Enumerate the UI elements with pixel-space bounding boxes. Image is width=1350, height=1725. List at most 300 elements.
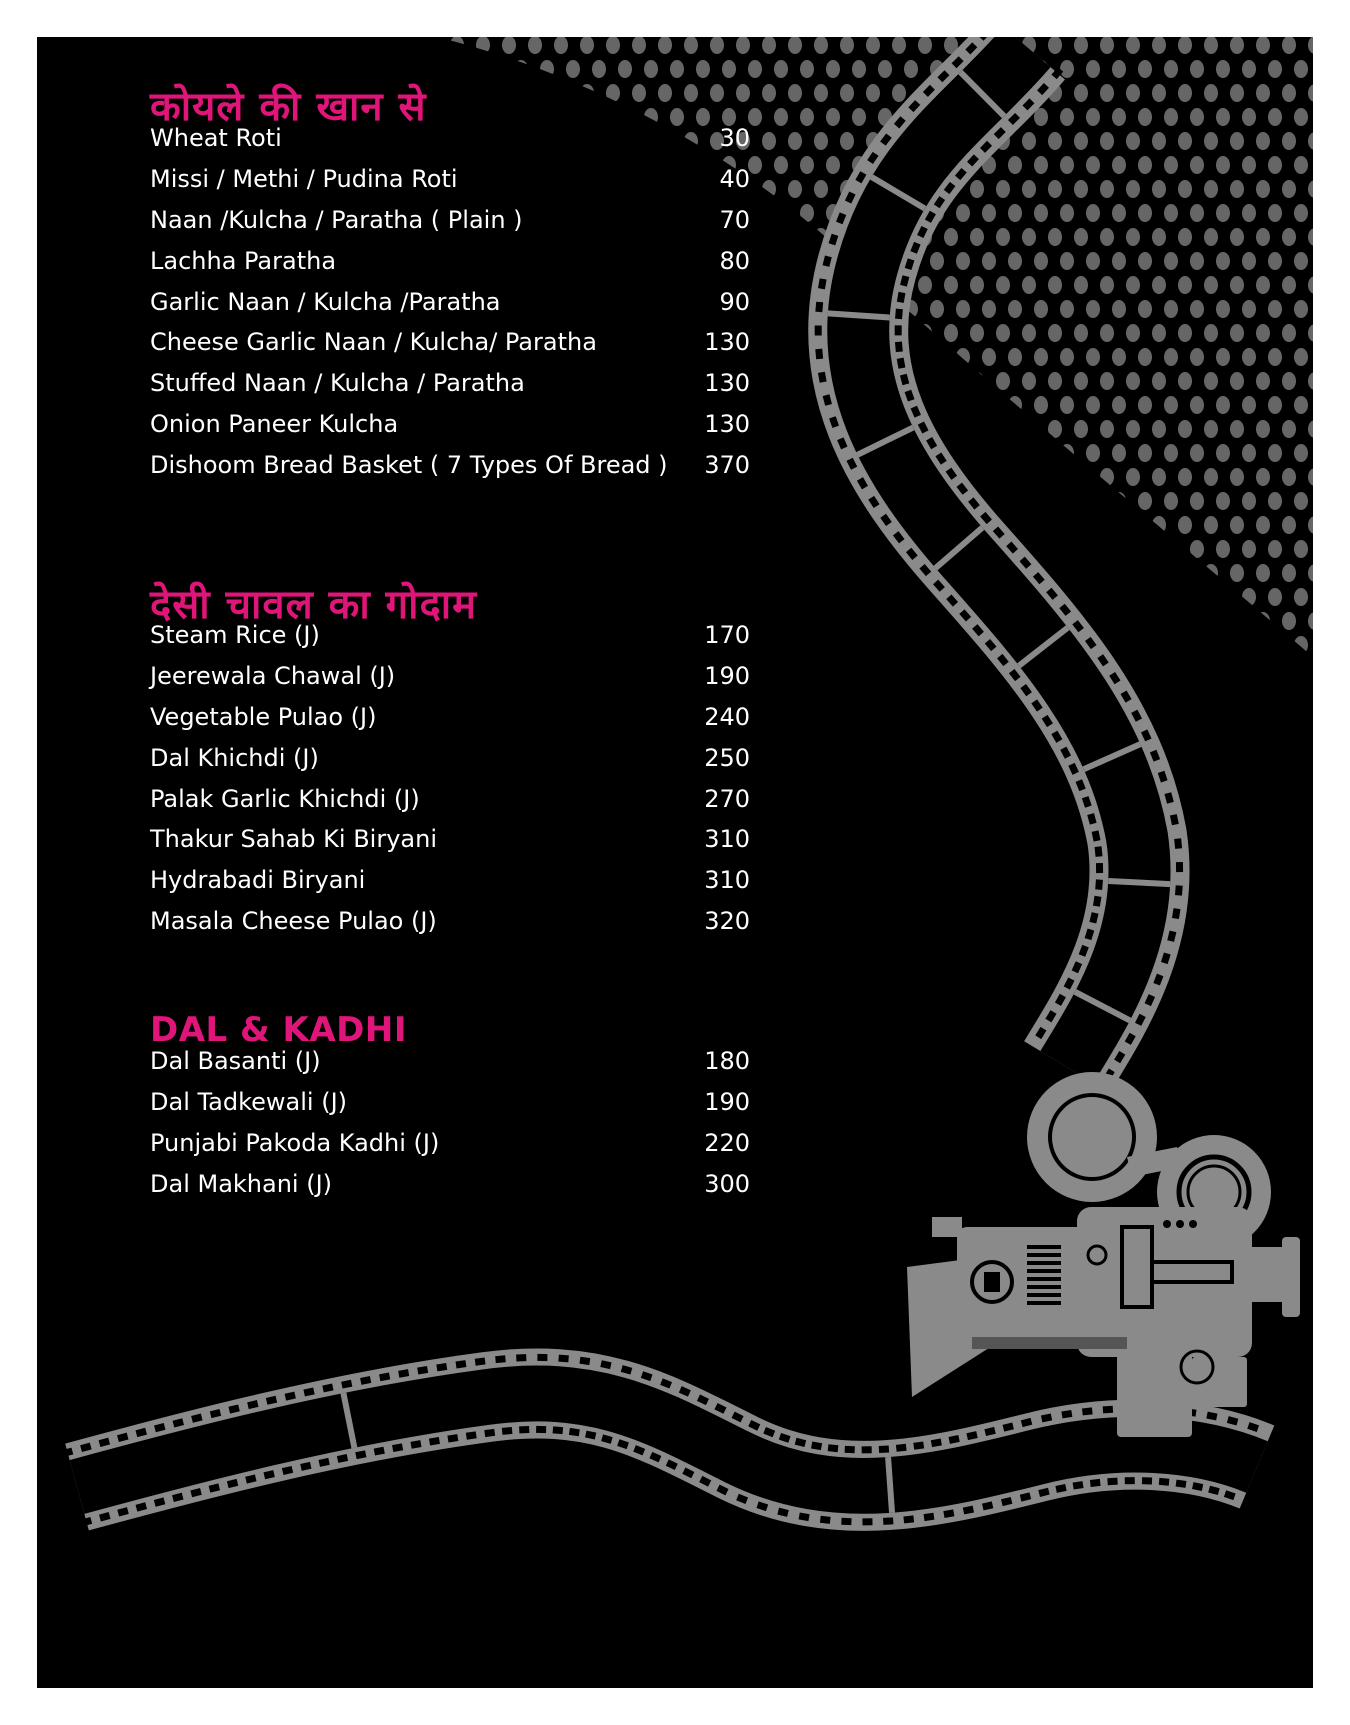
dot (970, 324, 984, 342)
dot (1138, 396, 1152, 414)
dot (1008, 300, 1022, 318)
dot (1034, 444, 1048, 462)
dot (1060, 396, 1074, 414)
dot (1022, 180, 1036, 198)
dot (1126, 228, 1140, 246)
dot (800, 204, 814, 222)
menu-item-name: Garlic Naan / Kulcha /Paratha (150, 287, 501, 316)
menu-item (150, 159, 750, 200)
dot (1204, 276, 1218, 294)
dot (424, 37, 438, 54)
dot (1308, 516, 1313, 534)
dot (488, 60, 502, 78)
dot (1048, 37, 1062, 54)
dot (1204, 37, 1218, 54)
dot (1152, 276, 1166, 294)
dot (1008, 156, 1022, 174)
sprocket-hole (579, 1357, 590, 1365)
dot (1294, 156, 1308, 174)
menu-item (150, 901, 750, 942)
dot (580, 564, 594, 582)
dot (502, 516, 516, 534)
menu-item-price: 30 (719, 124, 750, 153)
dot (1204, 612, 1218, 630)
dot (606, 37, 620, 54)
dot (762, 564, 776, 582)
dot (748, 204, 762, 222)
dot (670, 588, 684, 606)
dot (658, 564, 672, 582)
dot (774, 348, 788, 366)
dot (878, 540, 892, 558)
dot (1282, 37, 1296, 54)
dot (476, 564, 490, 582)
dot (1216, 156, 1230, 174)
sprocket-hole (1096, 863, 1103, 873)
menu-item-price: 170 (704, 621, 750, 650)
dot (1190, 300, 1204, 318)
dot (1216, 540, 1230, 558)
dot (762, 180, 776, 198)
dot (1074, 516, 1088, 534)
dot (1242, 396, 1256, 414)
sprocket-hole (1176, 862, 1183, 872)
dot (1204, 84, 1218, 102)
sprocket-hole (883, 1517, 893, 1525)
dot (1256, 84, 1270, 102)
dot (840, 516, 854, 534)
menu-item-price: 130 (704, 409, 750, 438)
dot (1086, 204, 1100, 222)
dot (762, 420, 776, 438)
dot (618, 492, 632, 510)
dot (774, 204, 788, 222)
dot (1138, 108, 1152, 126)
dot (1074, 324, 1088, 342)
dot (1268, 588, 1282, 606)
sprocket-hole (1103, 1406, 1113, 1414)
dot (1204, 468, 1218, 486)
dot (1190, 252, 1204, 270)
sprocket-hole (895, 325, 902, 335)
dot (1074, 37, 1088, 54)
dot (1022, 228, 1036, 246)
dot (956, 396, 970, 414)
dot (540, 588, 554, 606)
sprocket-hole (1142, 1477, 1152, 1484)
dot (514, 588, 528, 606)
dot (1178, 324, 1192, 342)
dot (1060, 156, 1074, 174)
dot (1126, 37, 1140, 54)
menu-item-name: Lachha Paratha (150, 246, 337, 275)
dot (1256, 468, 1270, 486)
dot (1256, 37, 1270, 54)
dot (1074, 228, 1088, 246)
dot (748, 444, 762, 462)
dot (762, 516, 776, 534)
dot (1164, 156, 1178, 174)
dot (1152, 516, 1166, 534)
dot (1126, 132, 1140, 150)
dot (1126, 84, 1140, 102)
dot (1034, 348, 1048, 366)
dot (1308, 84, 1313, 102)
dot (774, 444, 788, 462)
dot (436, 60, 450, 78)
dot (1178, 564, 1192, 582)
dot (710, 564, 724, 582)
dot (774, 636, 788, 654)
dot (1086, 252, 1100, 270)
dot (1242, 204, 1256, 222)
dot (1074, 564, 1088, 582)
dot (450, 37, 464, 54)
dot (554, 37, 568, 54)
dot (814, 660, 828, 678)
dot (1152, 180, 1166, 198)
dot (800, 156, 814, 174)
dot (1074, 420, 1088, 438)
menu-page (37, 37, 1313, 1688)
dot (892, 612, 906, 630)
dot (1164, 60, 1178, 78)
dot (658, 37, 672, 54)
sprocket-hole (569, 1428, 580, 1436)
dot (1256, 516, 1270, 534)
dot (1242, 348, 1256, 366)
dot (788, 37, 802, 54)
dot (996, 372, 1010, 390)
dot (1294, 444, 1308, 462)
menu-item-name: Hydrabadi Biryani (150, 866, 366, 895)
menu-item-price: 320 (704, 906, 750, 935)
menu-item-price: 80 (719, 246, 750, 275)
dot (852, 636, 866, 654)
dot (644, 492, 658, 510)
dot (476, 84, 490, 102)
section-title: कोयले की खान से (150, 83, 427, 130)
dot (1138, 60, 1152, 78)
menu-item (150, 778, 750, 819)
dot (1138, 540, 1152, 558)
dot (1216, 300, 1230, 318)
dot (814, 180, 828, 198)
dot (1164, 444, 1178, 462)
dot (1216, 396, 1230, 414)
dot (800, 252, 814, 270)
dot (1008, 348, 1022, 366)
sprocket-hole (1095, 846, 1103, 857)
dot (1294, 204, 1308, 222)
dot (1164, 492, 1178, 510)
menu-item-price: 130 (704, 369, 750, 398)
menu-item-price: 370 (704, 450, 750, 479)
dot (696, 492, 710, 510)
dot (866, 84, 880, 102)
dot (762, 37, 776, 54)
dot (710, 84, 724, 102)
menu-item-name: Dal Basanti (J) (150, 1047, 321, 1076)
sprocket-hole (815, 325, 822, 335)
dot (840, 660, 854, 678)
sprocket-hole (841, 1518, 851, 1525)
dot (1112, 636, 1126, 654)
dot (866, 660, 880, 678)
dot (1164, 252, 1178, 270)
dot (956, 252, 970, 270)
dot (514, 60, 528, 78)
dot (554, 84, 568, 102)
dot (852, 540, 866, 558)
dot (800, 108, 814, 126)
dot (1308, 132, 1313, 150)
dot (514, 540, 528, 558)
dot (788, 564, 802, 582)
dot (774, 60, 788, 78)
sprocket-hole (896, 1444, 907, 1452)
dot (1152, 228, 1166, 246)
sprocket-hole (862, 1518, 872, 1525)
dot (658, 84, 672, 102)
dot (1294, 588, 1308, 606)
dot (592, 588, 606, 606)
dot (1178, 612, 1192, 630)
menu-item (150, 444, 750, 485)
dot (1086, 444, 1100, 462)
dot (1164, 588, 1178, 606)
dot (592, 540, 606, 558)
dot (866, 37, 880, 54)
dot (632, 84, 646, 102)
dot (1282, 276, 1296, 294)
dot (1294, 396, 1308, 414)
dot (566, 492, 580, 510)
menu-item-name: Jeerewala Chawal (J) (150, 662, 396, 691)
sprocket-hole (1176, 1480, 1187, 1488)
dot (1126, 564, 1140, 582)
dot (800, 492, 814, 510)
dot (1268, 108, 1282, 126)
dot (878, 636, 892, 654)
dot (1152, 132, 1166, 150)
dot (1022, 420, 1036, 438)
dot (528, 516, 542, 534)
dot (1204, 372, 1218, 390)
dot (800, 396, 814, 414)
dot (736, 516, 750, 534)
dot (1164, 300, 1178, 318)
dot (1152, 420, 1166, 438)
dot (1308, 37, 1313, 54)
dot (918, 660, 932, 678)
dot (1112, 156, 1126, 174)
dot (1308, 276, 1313, 294)
menu-item (150, 737, 750, 778)
sprocket-hole (466, 1431, 477, 1439)
dot (502, 564, 516, 582)
dot (1268, 636, 1282, 654)
dot (606, 84, 620, 102)
dot (1048, 372, 1062, 390)
dot (644, 540, 658, 558)
dot (1112, 396, 1126, 414)
dot (1308, 228, 1313, 246)
dot (722, 588, 736, 606)
dot (540, 60, 554, 78)
sprocket-hole (456, 1360, 467, 1368)
dot (1230, 324, 1244, 342)
menu-item-price: 90 (719, 287, 750, 316)
dot (1268, 204, 1282, 222)
dot (1164, 636, 1178, 654)
dot (930, 300, 944, 318)
dot (762, 612, 776, 630)
dot (1190, 60, 1204, 78)
sprocket-hole (913, 1441, 924, 1449)
dot (762, 468, 776, 486)
sprocket-hole (1174, 838, 1182, 849)
dot (852, 588, 866, 606)
dot (1268, 348, 1282, 366)
dot (1008, 396, 1022, 414)
dot (788, 180, 802, 198)
dot (944, 660, 958, 678)
sprocket-hole (536, 1426, 546, 1433)
dot (1034, 156, 1048, 174)
dot (1126, 372, 1140, 390)
menu-item-name: Stuffed Naan / Kulcha / Paratha (150, 369, 525, 398)
dot (1022, 132, 1036, 150)
dot (800, 540, 814, 558)
dot (1242, 60, 1256, 78)
dot (944, 276, 958, 294)
sprocket-hole (815, 349, 823, 360)
dot (748, 636, 762, 654)
dot (1256, 612, 1270, 630)
menu-item-name: Cheese Garlic Naan / Kulcha/ Paratha (150, 328, 597, 357)
dot (1034, 540, 1048, 558)
sprocket-hole (558, 1355, 569, 1363)
dot (722, 492, 736, 510)
dot (1230, 132, 1244, 150)
dot (1074, 276, 1088, 294)
dot (1152, 324, 1166, 342)
dot (644, 588, 658, 606)
dot (814, 84, 828, 102)
dot (814, 37, 828, 54)
dot (1086, 60, 1100, 78)
dot (1086, 588, 1100, 606)
dot (840, 37, 854, 54)
dot (774, 156, 788, 174)
dot (970, 180, 984, 198)
dot (488, 492, 502, 510)
dot (1112, 588, 1126, 606)
dot (1138, 156, 1152, 174)
dot (814, 612, 828, 630)
dot (1178, 372, 1192, 390)
dot (996, 468, 1010, 486)
menu-item (150, 322, 750, 363)
dot (1294, 348, 1308, 366)
dot (982, 252, 996, 270)
dot (540, 540, 554, 558)
menu-item (150, 697, 750, 738)
dot (762, 132, 776, 150)
dot (1190, 396, 1204, 414)
dot (1308, 660, 1313, 678)
dot (424, 516, 438, 534)
menu-item-name: Wheat Roti (150, 124, 282, 153)
dot (1294, 300, 1308, 318)
dot (1308, 468, 1313, 486)
section-title: देसी चावल का गोदाम (150, 581, 478, 628)
dot (1060, 252, 1074, 270)
dot (462, 60, 476, 78)
dot (502, 84, 516, 102)
dot (618, 540, 632, 558)
dot (1256, 228, 1270, 246)
dot (814, 516, 828, 534)
sprocket-hole (495, 1355, 506, 1363)
menu-item-name: Onion Paneer Kulcha (150, 409, 399, 438)
dot (956, 348, 970, 366)
dot (528, 84, 542, 102)
menu-item-price: 220 (704, 1128, 750, 1157)
dot (1060, 204, 1074, 222)
dot (878, 60, 892, 78)
dot (1100, 564, 1114, 582)
dot (1204, 228, 1218, 246)
dot (892, 564, 906, 582)
dot (1126, 180, 1140, 198)
dot (826, 636, 840, 654)
dot (774, 300, 788, 318)
dot (658, 516, 672, 534)
dot (1178, 516, 1192, 534)
dot (1230, 372, 1244, 390)
dot (1256, 180, 1270, 198)
dot (826, 60, 840, 78)
dot (1112, 252, 1126, 270)
dot (1138, 588, 1152, 606)
dot (488, 588, 502, 606)
dot (1268, 60, 1282, 78)
dot (1190, 588, 1204, 606)
dot (1282, 372, 1296, 390)
dot (788, 372, 802, 390)
dot (670, 60, 684, 78)
dot (762, 276, 776, 294)
dot (1190, 492, 1204, 510)
dot (1282, 468, 1296, 486)
dot (1178, 420, 1192, 438)
dot (1164, 348, 1178, 366)
dot (1060, 60, 1074, 78)
menu-item-name: Thakur Sahab Ki Biryani (150, 825, 437, 854)
dot (632, 564, 646, 582)
dot (1178, 660, 1192, 678)
dot (748, 60, 762, 78)
dot (1126, 468, 1140, 486)
dot (1138, 204, 1152, 222)
dot (1190, 636, 1204, 654)
dot (1308, 324, 1313, 342)
sprocket-hole (1095, 879, 1103, 889)
dot (970, 372, 984, 390)
dot (930, 396, 944, 414)
